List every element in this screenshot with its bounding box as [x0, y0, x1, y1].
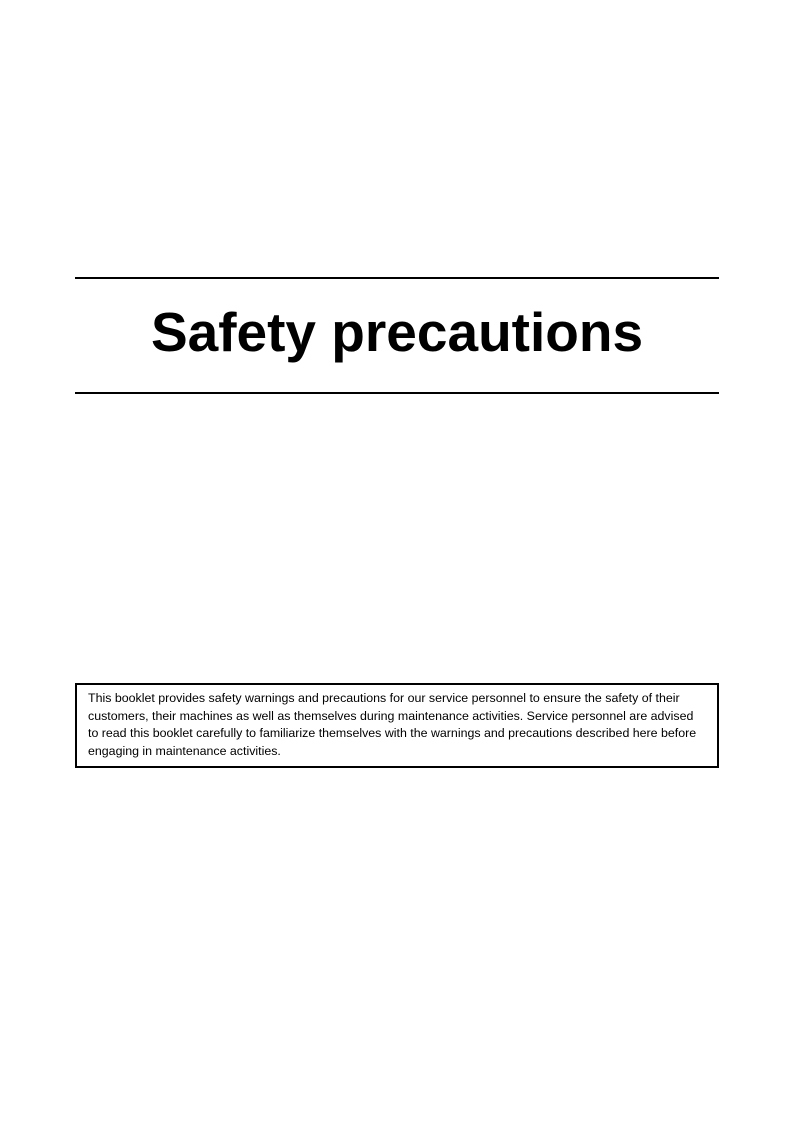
page-title: Safety precautions	[150, 301, 644, 363]
title-bottom-rule	[75, 392, 719, 394]
notice-box	[75, 683, 719, 768]
title-top-rule	[75, 277, 719, 279]
notice-text: This booklet provides safety warnings and precautions for our service personnel to ensure the safety of their customers, their machines as well as themselves during maintenance activities. Service personnel are advised to read this booklet carefully to familiarize themselves with the warnings and precautions described here before engaging in maintenance activities.	[88, 691, 697, 758]
